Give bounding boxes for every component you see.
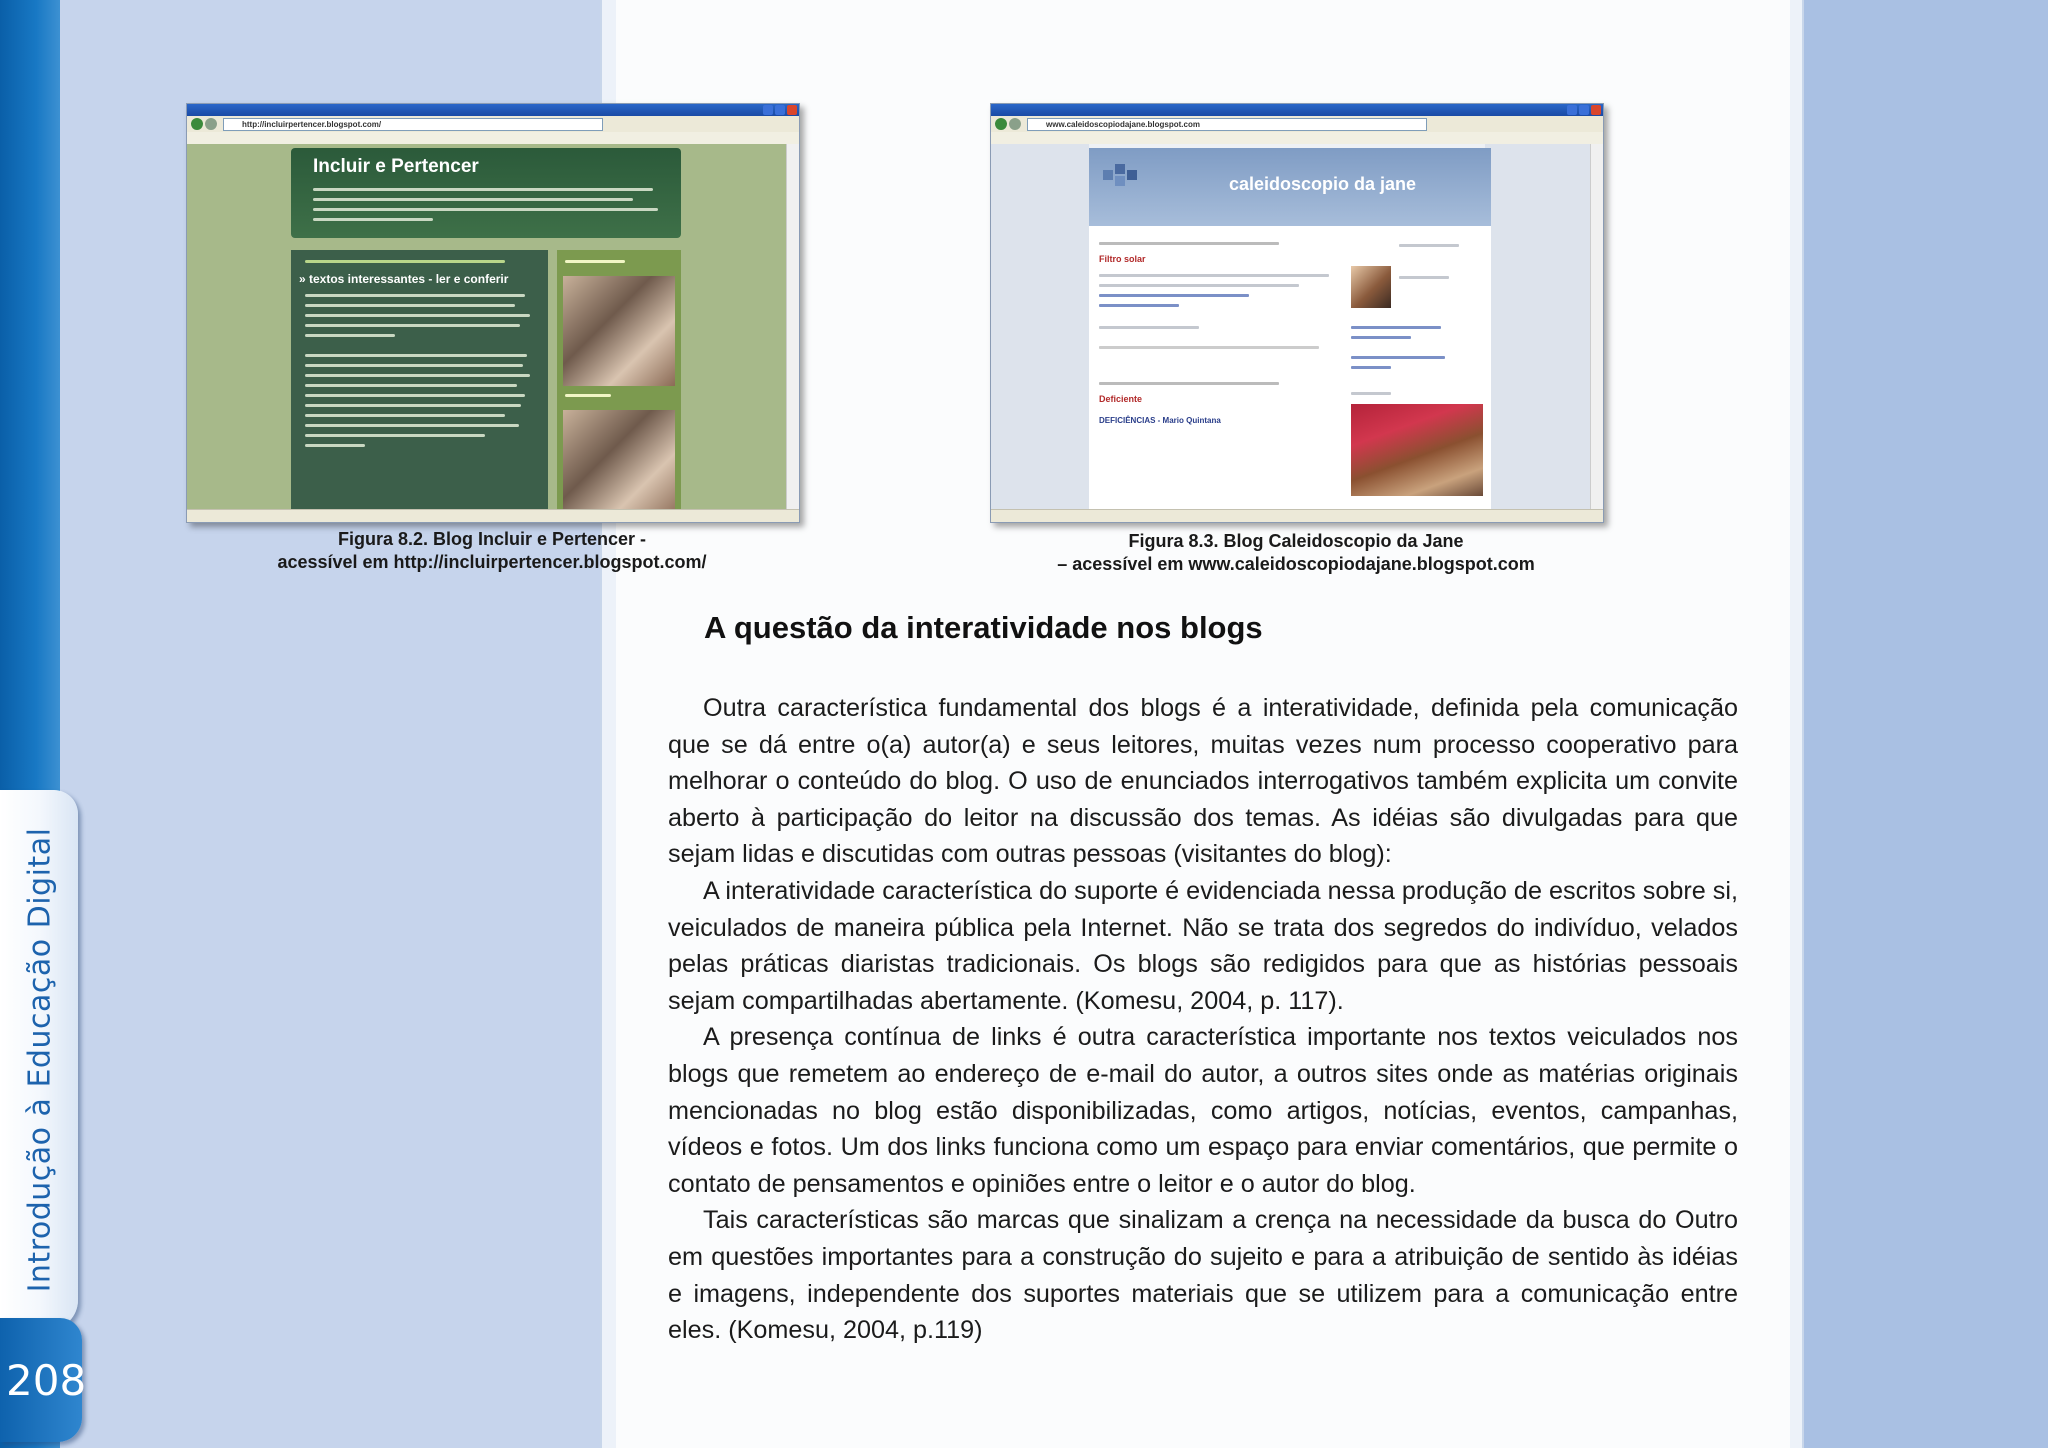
- scrollbar: [786, 144, 799, 510]
- address-bar: http://incluirpertencer.blogspot.com/: [223, 118, 603, 131]
- figure-8-2-screenshot: [186, 103, 800, 523]
- paragraph: A interatividade característica do suporte é evidenciada nessa produção de escritos sobre si, veiculados de maneira pública pela Internet. Não se trata dos segredos do indivíduo, velados pelas práticas diaristas tradicionais. Os blogs são redigidos para que as histórias pessoais sejam compartilhadas abertamente. (Komesu, 2004, p. 117).: [668, 876, 1738, 1015]
- blog-title: Incluir e Pertencer: [313, 156, 479, 177]
- blog-post-title: Filtro solar: [1099, 254, 1146, 264]
- browser-toolbar: [991, 116, 1603, 133]
- back-icon: [995, 118, 1007, 130]
- blog-photo: [563, 410, 675, 520]
- page-number: 208: [6, 1356, 87, 1405]
- figure-8-3-screenshot: [990, 103, 1604, 523]
- figure-8-3-caption: Figura 8.3. Blog Caleidoscopio da Jane – acessível em www.caleidoscopiodajane.blogspot.com: [1057, 531, 1535, 574]
- blog-post-title: » textos interessantes - ler e conferir: [299, 272, 509, 286]
- status-bar: [187, 509, 799, 522]
- blog-post: [291, 250, 548, 523]
- kaleidoscope-logo-icon: [1101, 162, 1141, 192]
- paragraph: A presença contínua de links é outra característica importante nos textos veiculados nos blogs que remetem ao endereço de e-mail do autor, a outros sites onde as matérias originais mencionadas no blog estão disponibilizadas, como artigos, notícias, eventos, campanhas, vídeos e fotos. Um dos links funciona como um espaço para enviar comentários, que permite o contato de pensamentos e opiniões entre o leitor e o autor do blog.: [668, 1023, 1738, 1198]
- paragraph: Tais características são marcas que sinalizam a crença na necessidade da busca do Outro em questões importantes para a construção do sujeito e para a atribuição de sentido às idéias e imagens, independente dos suportes materiais que se utilizem para a comunicação entre eles. (Komesu, 2004, p.119): [668, 1206, 1738, 1345]
- blog-title: caleidoscopio da jane: [1229, 174, 1417, 194]
- status-bar: [991, 509, 1603, 522]
- section-heading: A questão da interatividade nos blogs: [704, 610, 1263, 645]
- profile-avatar: [1351, 266, 1391, 308]
- blog-header: [291, 148, 681, 238]
- scrollbar: [1590, 144, 1603, 510]
- right-margin-band: [1804, 0, 2048, 1448]
- forward-icon: [205, 118, 217, 130]
- address-bar: www.caleidoscopiodajane.blogspot.com: [1027, 118, 1427, 131]
- blog-post-subtitle: DEFICIÊNCIAS - Mario Quintana: [1099, 416, 1221, 425]
- blog-photo: [563, 276, 675, 386]
- book-title: Introdução à Educação Digital: [22, 827, 58, 1293]
- blog-header: [1089, 148, 1491, 226]
- window-titlebar: [991, 104, 1603, 116]
- blog-content: [1089, 226, 1491, 510]
- paragraph: Outra característica fundamental dos blogs é a interatividade, definida pela comunicação que se dá entre o(a) autor(a) e seus leitores, muitas vezes num processo cooperativo para melhorar o conteúdo do blog. O uso de enunciados interrogativos também explicita um convite aberto à participação do leitor na discussão dos temas. As idéias são divulgadas para que sejam lidas e discutidas com outras pessoas (visitantes do blog):: [668, 694, 1738, 869]
- blog-post-title: Deficiente: [1099, 394, 1143, 404]
- forward-icon: [1009, 118, 1021, 130]
- blog-sidebar: [557, 250, 681, 523]
- blog-photo: [1351, 404, 1483, 496]
- back-icon: [191, 118, 203, 130]
- section-body: [668, 690, 1738, 1349]
- figure-8-2-caption: Figura 8.2. Blog Incluir e Pertencer - acessível em http://incluirpertencer.blogspot.com/: [277, 529, 707, 572]
- page-border-right: [1790, 0, 1804, 1448]
- window-titlebar: [187, 104, 799, 116]
- browser-toolbar: [187, 116, 799, 133]
